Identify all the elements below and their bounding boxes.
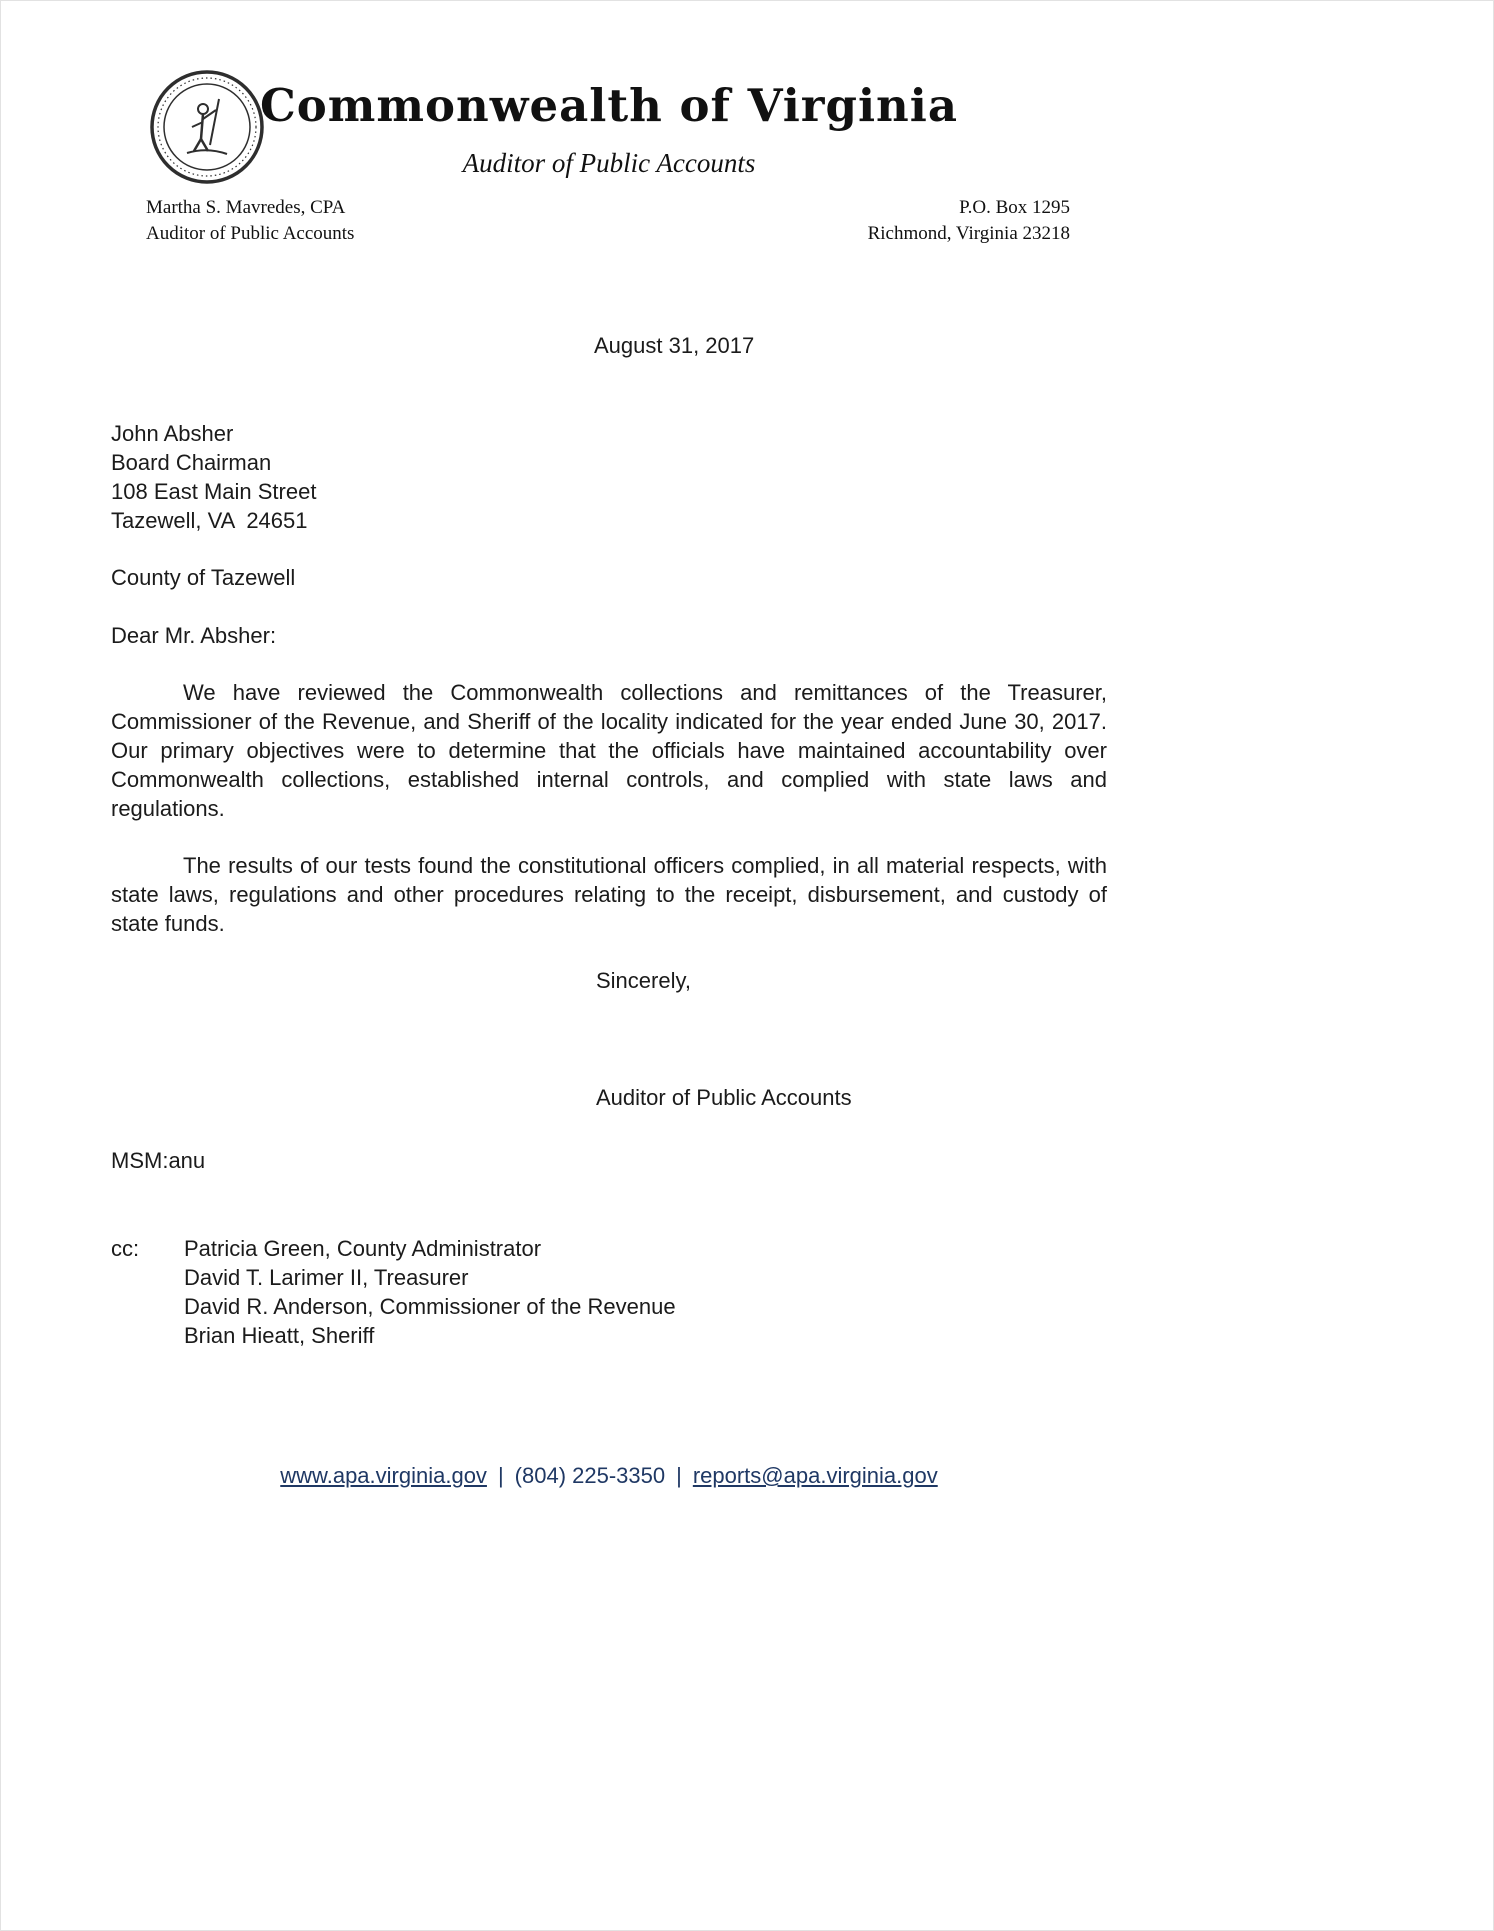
official-name: Martha S. Mavredes, CPA	[146, 197, 346, 218]
recipient-line: Tazewell, VA 24651	[111, 508, 308, 533]
cc-recipient: Brian Hieatt, Sheriff	[184, 1323, 375, 1348]
cc-recipient: David T. Larimer II, Treasurer	[184, 1265, 469, 1290]
organization-subtitle: Auditor of Public Accounts	[462, 148, 756, 178]
footer-separator: |	[676, 1463, 682, 1488]
footer-separator: |	[497, 1463, 504, 1488]
email-link[interactable]: reports@apa.virginia.gov	[692, 1463, 938, 1488]
recipient-line: 108 East Main Street	[111, 479, 317, 504]
website-link[interactable]: www.apa.virginia.gov	[280, 1463, 487, 1488]
body-paragraph: We have reviewed the Commonwealth collections and remittances of the Treasurer, Commissioner of the Revenue, and Sheriff of the locality indicated for the year ended June 30, 2017. Our primary objectives were to determine that the officials have maintained accountability over Commonwealth collections, established internal controls, and complied with state laws and regulations.	[111, 680, 1107, 821]
page-footer	[111, 1463, 1107, 1489]
cc-label: cc:	[111, 1236, 140, 1261]
body-paragraph: The results of our tests found the constitutional officers complied, in all material respects, with state laws, regulations and other procedures relating to the receipt, disbursement, and custody of state funds.	[111, 853, 1107, 936]
signature-title: Auditor of Public Accounts	[596, 1085, 852, 1110]
salutation: Dear Mr. Absher:	[111, 623, 277, 648]
po-box-line: P.O. Box 1295	[959, 197, 1070, 218]
letter-content	[111, 1, 1107, 1350]
official-title: Auditor of Public Accounts	[146, 223, 355, 244]
cc-block	[111, 1234, 1107, 1350]
official-block	[146, 195, 354, 247]
recipient-address-block	[111, 419, 1107, 535]
cc-recipient: Patricia Green, County Administrator	[184, 1236, 542, 1261]
locality-line: County of Tazewell	[111, 565, 296, 590]
letterhead-address-row	[111, 195, 1107, 247]
recipient-line: Board Chairman	[111, 450, 272, 475]
city-state-zip-line: Richmond, Virginia 23218	[867, 223, 1070, 244]
recipient-line: John Absher	[111, 421, 234, 446]
virginia-seal-icon	[149, 67, 265, 187]
cc-list	[184, 1234, 1107, 1350]
letter-date: August 31, 2017	[594, 333, 755, 358]
office-address-block	[868, 195, 1070, 247]
phone-number: (804) 225-3350	[514, 1463, 666, 1488]
reference-initials: MSM:anu	[111, 1148, 206, 1173]
letterhead	[111, 1, 1107, 253]
closing-line: Sincerely,	[596, 968, 691, 993]
organization-title: Commonwealth of Virginia	[259, 79, 959, 132]
footer-contact-line	[280, 1463, 937, 1489]
cc-recipient: David R. Anderson, Commissioner of the Revenue	[184, 1294, 676, 1319]
